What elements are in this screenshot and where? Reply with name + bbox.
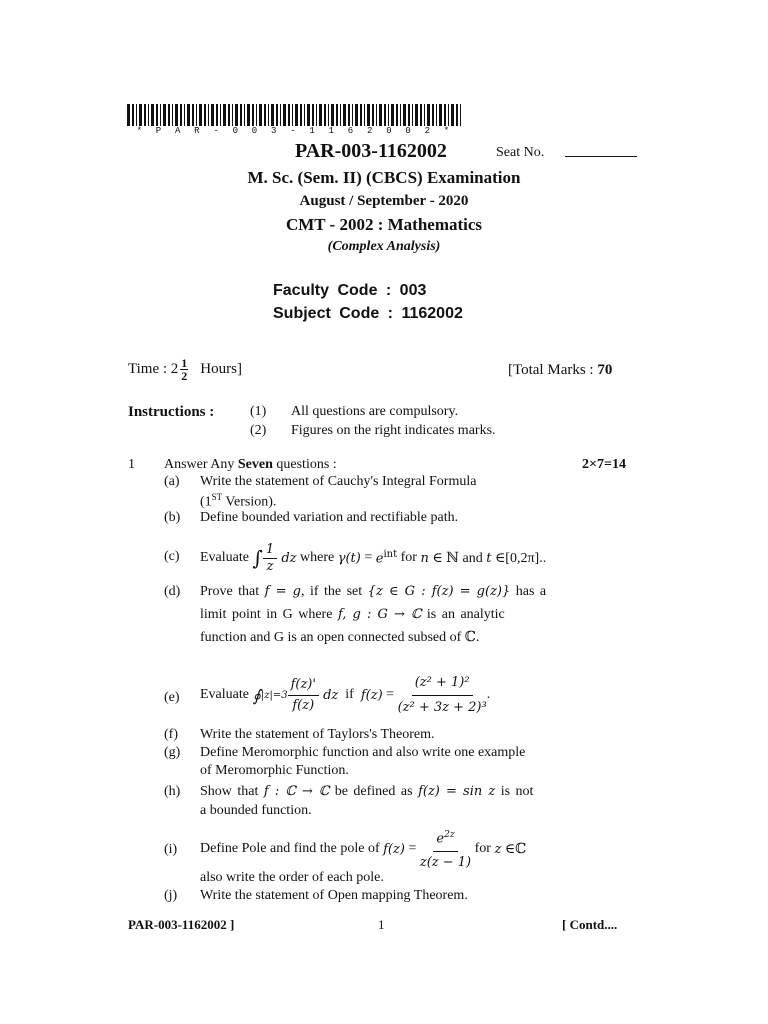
part-text: a bounded function.	[200, 803, 312, 818]
instruction-number: (2)	[250, 423, 267, 438]
total-marks-label: [Total Marks :	[508, 362, 598, 378]
time-fraction	[180, 357, 188, 382]
part-label: (d)	[164, 584, 181, 599]
part-text: Define Meromorphic function and also write one example	[200, 745, 526, 760]
part-text: limit point in G where f, g : G → ℂ is an analytic	[200, 607, 505, 622]
part-label: (h)	[164, 784, 181, 799]
part-label: (g)	[164, 745, 181, 760]
faculty-code: Faculty Code : 003	[273, 282, 427, 299]
time-fraction-numerator: 1	[181, 356, 188, 370]
part-label: (f)	[164, 727, 178, 742]
part-text: function and G is an open connected subsed of ℂ.	[200, 630, 480, 645]
part-label: (i)	[164, 842, 178, 857]
time-allowed	[128, 357, 242, 382]
instructions-label: Instructions :	[128, 404, 215, 420]
time-fraction-denominator: 2	[181, 369, 188, 383]
paper-code: PAR-003-1162002	[295, 140, 447, 162]
time-unit: Hours]	[200, 361, 242, 377]
question-heading-bold: Seven	[237, 457, 273, 472]
part-text: Show that f : ℂ → ℂ be defined as f(z) = sin z is not	[200, 784, 534, 799]
subject-code: Subject Code : 1162002	[273, 305, 463, 322]
part-text: Write the statement of Open mapping Theorem.	[200, 888, 468, 903]
part-text: Prove that f = g, if the set {z ∈ G : f(z) = g(z)} has a	[200, 584, 547, 599]
exam-session: August / September - 2020	[299, 193, 469, 209]
part-label: (e)	[164, 690, 180, 705]
part-text: Write the statement of Cauchy's Integral Formula	[200, 474, 477, 489]
part-label: (j)	[164, 888, 178, 903]
course-title: CMT - 2002 : Mathematics	[285, 215, 483, 234]
part-text: also write the order of each pole.	[200, 870, 384, 885]
part-label: (c)	[164, 549, 180, 564]
instruction-number: (1)	[250, 404, 267, 419]
page-number: 1	[378, 917, 385, 932]
question-marks: 2×7=14	[582, 457, 626, 472]
part-i-formula: Define Pole and find the pole of f(z) = $e^{2z}$ z(z − 1) for z ∈ℂ	[200, 822, 526, 876]
question-heading-post: questions :	[272, 457, 337, 472]
total-marks-value: 70	[597, 362, 613, 378]
question-number: 1	[128, 457, 135, 472]
part-text: Write the statement of Taylors's Theorem.	[200, 727, 435, 742]
footer-continued: [ Contd....	[562, 917, 618, 932]
total-marks	[508, 362, 612, 379]
question-heading-pre: Answer Any	[164, 457, 238, 472]
part-label: (b)	[164, 510, 181, 525]
instruction-text: All questions are compulsory.	[291, 404, 459, 419]
seat-number-blank	[565, 156, 637, 157]
course-subtitle: (Complex Analysis)	[327, 239, 441, 254]
part-label: (a)	[164, 474, 180, 489]
question-heading	[164, 457, 337, 473]
part-c-formula: Evaluate ∫ 1 z dz where γ(t) = $e^{int}$ for n ∈ ℕ and t ∈[0,2π]..	[200, 541, 547, 574]
barcode	[127, 104, 463, 126]
seat-number-label: Seat No.	[496, 145, 545, 160]
part-e-formula: Evaluate ∮ |z|=3 f(z)' f(z) dz if f(z) = (z² + 1)² (z² + 3z + 2)³ .	[200, 660, 490, 730]
barcode-text: * P A R - 0 0 3 - 1 1 6 2 0 0 2 *	[136, 126, 454, 136]
instruction-text: Figures on the right indicates marks.	[291, 423, 496, 438]
exam-title: M. Sc. (Sem. II) (CBCS) Examination	[247, 168, 521, 187]
part-text: of Meromorphic Function.	[200, 763, 349, 778]
part-text: (1ST Version).	[200, 492, 277, 510]
footer-paper-code: PAR-003-1162002 ]	[128, 917, 235, 932]
part-text: Define bounded variation and rectifiable path.	[200, 510, 459, 525]
time-label: Time : 2	[128, 361, 179, 377]
